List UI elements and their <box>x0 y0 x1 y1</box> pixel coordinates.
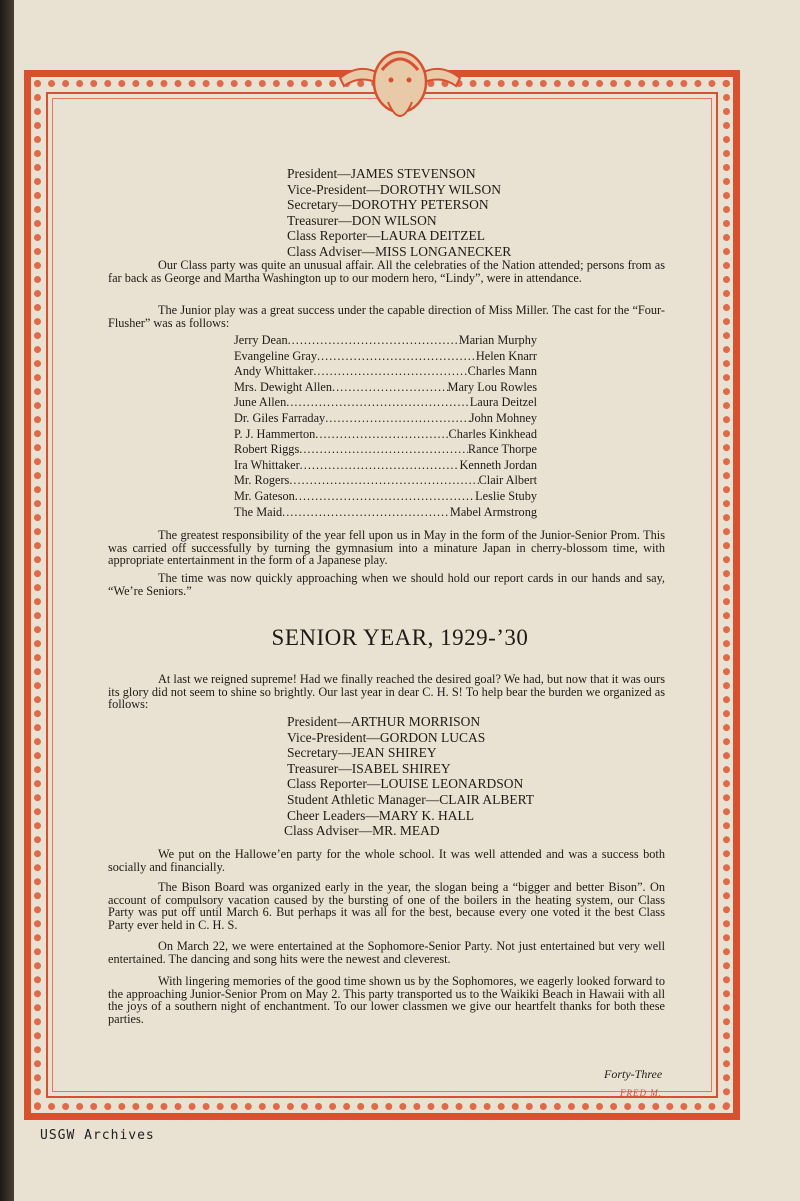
paragraph-prom-may <box>108 975 665 1025</box>
cast-role: Mr. Gateson <box>234 488 295 503</box>
paragraph-text: The Bison Board was organized early in the year, the slogan being a “bigger and better Bison”. On account of compulsory vacation caused by the bursting of one of the boilers in the heating system, our Class Party was put off until March 6. But perhaps it was all for the best, because every one voted it the best Class Party ever held in C. H. S. <box>108 880 665 932</box>
officer-line: Treasurer—DON WILSON <box>287 212 437 228</box>
cast-role: Mrs. Dewight Allen <box>234 379 333 394</box>
paragraph-text: At last we reigned supreme! Had we finally reached the desired goal? We had, but now that it was ours its glory did not seem to shine so brightly. Our last year in dear C. H. S! To help bear the burden we organized as follows: <box>108 672 665 712</box>
cast-row <box>234 489 537 505</box>
officer-line: Vice-President—GORDON LUCAS <box>287 729 486 745</box>
cast-role: June Allen <box>234 395 287 410</box>
cast-row <box>234 458 537 474</box>
cast-actor: Rance Thorpe <box>467 442 537 457</box>
cast-actor: Helen Knarr <box>475 348 537 363</box>
paragraph-halloween <box>108 848 665 873</box>
paragraph-text: We put on the Hallowe’en party for the whole school. It was well attended and was a success both socially and financially. <box>108 847 665 874</box>
cast-role: Robert Riggs <box>234 442 300 457</box>
cast-role: Jerry Dean <box>234 333 288 347</box>
officer-line: Treasurer—ISABEL SHIREY <box>287 760 451 776</box>
cast-actor: Marian Murphy <box>458 333 537 347</box>
paragraph-text: The time was now quickly approaching when we should hold our report cards in our hands and say, “We’re Seniors.” <box>108 571 665 598</box>
paragraph-march-22 <box>108 940 665 965</box>
paragraph-junior-play <box>108 304 665 329</box>
paragraph-text: The greatest responsibility of the year fell upon us in May in the form of the Junior-Senior Prom. This was carried off successfully by turning the gymnasium into a minature Japan in cherry-blossom time, with appropriate entertainment in the form of a Japanese play. <box>108 528 665 568</box>
artist-signature: FRED M. <box>620 1088 662 1098</box>
senior-year-heading: SENIOR YEAR, 1929-’30 <box>271 625 529 650</box>
paragraph-class-party <box>108 259 665 284</box>
officer-line: Class Reporter—LOUISE LEONARDSON <box>287 776 524 792</box>
paragraph-text: On March 22, we were entertained at the Sophomore-Senior Party. Not just entertained but very well entertained. The dancing and song hits were the newest and cleverest. <box>108 939 665 966</box>
officer-line: President—ARTHUR MORRISON <box>287 714 481 729</box>
cast-actor: Clair Albert <box>478 473 537 488</box>
cast-actor: Mabel Armstrong <box>449 504 537 519</box>
cast-row <box>234 364 537 380</box>
officer-line: Secretary—JEAN SHIREY <box>287 745 437 761</box>
cast-row <box>234 411 537 427</box>
cast-actor: Leslie Stuby <box>475 488 537 503</box>
cast-row <box>234 473 537 489</box>
officer-line: Student Athletic Manager—CLAIR ALBERT <box>287 791 535 807</box>
officer-line: Class Adviser—MISS LONGANECKER <box>287 243 512 259</box>
officer-line: Class Adviser—MR. MEAD <box>284 823 440 839</box>
officer-line: President—JAMES STEVENSON <box>287 166 476 181</box>
cast-actor: Laura Deitzel <box>469 395 537 410</box>
cast-role: Ira Whittaker <box>234 457 300 472</box>
officer-line: Secretary—DOROTHY PETERSON <box>287 197 489 213</box>
cast-role: Evangeline Gray <box>234 348 317 363</box>
cast-row <box>234 333 537 349</box>
cast-actor: John Mohney <box>469 410 537 425</box>
cast-role: The Maid <box>234 504 283 519</box>
paragraph-text: Our Class party was quite an unusual affair. All the celebraties of the Nation attended; persons from as far back as George and Martha Washington up to our modern hero, “Lindy”, were in attendance. <box>108 258 665 285</box>
junior-officers-list <box>287 166 511 260</box>
paragraph-prom <box>108 529 665 567</box>
cast-row <box>234 395 537 411</box>
cast-actor: Charles Mann <box>467 364 537 379</box>
cast-row <box>234 505 537 521</box>
cast-role: Andy Whittaker <box>234 364 314 379</box>
paragraph-report-cards <box>108 572 665 597</box>
archive-watermark: USGW Archives <box>40 1128 155 1143</box>
officer-line: Vice-President—DOROTHY WILSON <box>287 181 502 197</box>
page-number: Forty-Three <box>604 1067 663 1081</box>
paragraph-text: With lingering memories of the good time shown us by the Sophomores, we eagerly looked forward to the approaching Junior-Senior Prom on May 2. This party transported us to the Waikiki Beach in Hawaii with all the joys of a southern night of enchantment. To our lower classmen we give our heartfelt thanks for both these parties. <box>108 974 665 1026</box>
cast-role: P. J. Hammerton <box>234 426 316 441</box>
cast-row <box>234 427 537 443</box>
cast-actor: Charles Kinkhead <box>448 426 537 441</box>
paragraph-text: The Junior play was a great success under the capable direction of Miss Miller. The cast for the “Four-Flusher” was as follows: <box>108 303 665 330</box>
paragraph-bison-board <box>108 881 665 931</box>
cast-role: Mr. Rogers <box>234 473 290 488</box>
cast-actor: Mary Lou Rowles <box>447 379 537 394</box>
cast-row <box>234 442 537 458</box>
cast-row <box>234 349 537 365</box>
paragraph-senior-intro <box>108 673 665 711</box>
senior-officers-list <box>284 714 535 839</box>
cast-role: Dr. Giles Farraday <box>234 410 326 425</box>
officer-line: Class Reporter—LAURA DEITZEL <box>287 228 485 244</box>
cast-list <box>234 333 537 520</box>
cast-row <box>234 380 537 396</box>
officer-line: Cheer Leaders—MARY K. HALL <box>287 807 474 823</box>
cast-actor: Kenneth Jordan <box>459 457 537 472</box>
